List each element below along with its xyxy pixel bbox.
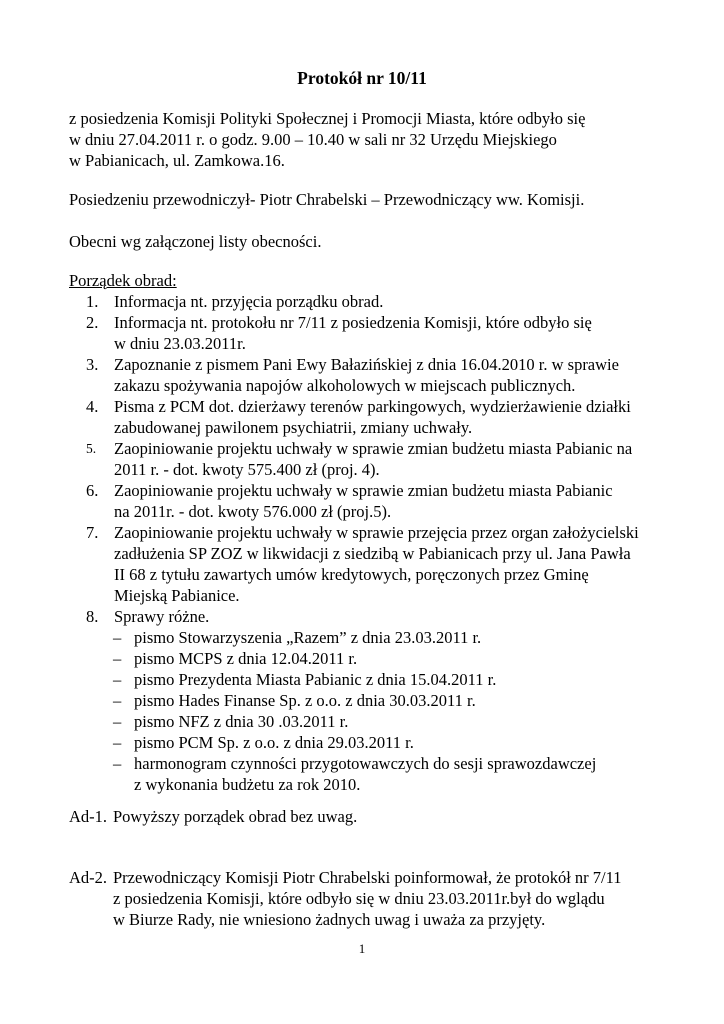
agenda-item-text: zadłużenia SP ZOZ w likwidacji z siedzibą w Pabianicach przy ul. Jana Pawła [114, 544, 631, 563]
chair-paragraph: Posiedzeniu przewodniczył- Piotr Chrabelski – Przewodniczący ww. Komisji. [69, 190, 585, 209]
agenda-item-text: Zaopiniowanie projektu uchwały w sprawie przejęcia przez organ założycielski [114, 523, 639, 542]
agenda-item-text: 2011 r. - dot. kwoty 575.400 zł (proj. 4). [114, 460, 380, 479]
agenda-item-number: 1. [86, 292, 99, 311]
agenda-item-text: zabudowanej pawilonem psychiatrii, zmiany uchwały. [114, 418, 473, 437]
intro-line: w dniu 27.04.2011 r. o godz. 9.00 – 10.40 w sali nr 32 Urzędu Miejskiego [69, 130, 557, 149]
agenda-item-number: 2. [86, 313, 99, 332]
misc-item-text: pismo PCM Sp. z o.o. z dnia 29.03.2011 r. [134, 733, 414, 752]
dash-bullet: – [113, 733, 122, 752]
misc-item-text: harmonogram czynności przygotowawczych do sesji sprawozdawczej [134, 754, 597, 773]
agenda-item [69, 396, 669, 438]
agenda-item-number: 5. [86, 441, 97, 456]
misc-item [69, 732, 669, 753]
misc-item-text: pismo MCPS z dnia 12.04.2011 r. [134, 649, 358, 668]
intro-line: w Pabianicach, ul. Zamkowa.16. [69, 151, 285, 170]
agenda-item-text: w dniu 23.03.2011r. [114, 334, 246, 353]
dash-bullet: – [113, 712, 122, 731]
ad-1-label: Ad-1. [69, 807, 108, 826]
dash-bullet: – [113, 691, 122, 710]
dash-bullet: – [113, 670, 122, 689]
agenda-item-text: Informacja nt. przyjęcia porządku obrad. [114, 292, 384, 311]
agenda-item-text: Informacja nt. protokołu nr 7/11 z posiedzenia Komisji, które odbyło się [114, 313, 592, 332]
misc-item-text: z wykonania budżetu za rok 2010. [134, 775, 361, 794]
ad-2-label: Ad-2. [69, 868, 108, 887]
ad-2-text: Przewodniczący Komisji Piotr Chrabelski poinformował, że protokół nr 7/11 [113, 868, 622, 887]
intro-line: z posiedzenia Komisji Polityki Społecznej i Promocji Miasta, które odbyło się [69, 109, 586, 128]
misc-item [69, 627, 669, 648]
agenda-item-text: zakazu spożywania napojów alkoholowych w miejscach publicznych. [114, 376, 576, 395]
ad-2-paragraph [69, 867, 669, 930]
ad-1-text: Powyższy porządek obrad bez uwag. [113, 807, 358, 826]
dash-bullet: – [113, 628, 122, 647]
agenda-item [69, 354, 669, 396]
agenda-list [69, 291, 669, 627]
agenda-item [69, 312, 669, 354]
misc-item-text: pismo Hades Finanse Sp. z o.o. z dnia 30.03.2011 r. [134, 691, 476, 710]
agenda-item-text: na 2011r. - dot. kwoty 576.000 zł (proj.5). [114, 502, 392, 521]
document-title: Protokół nr 10/11 [297, 68, 427, 88]
agenda-section [69, 270, 669, 795]
agenda-item-text: Zapoznanie z pismem Pani Ewy Bałazińskiej z dnia 16.04.2010 r. w sprawie [114, 355, 619, 374]
agenda-item-text: Pisma z PCM dot. dzierżawy terenów parkingowych, wydzierżawienie działki [114, 397, 631, 416]
agenda-item-number: 3. [86, 355, 99, 374]
intro-paragraph [69, 108, 669, 171]
agenda-item-number: 7. [86, 523, 99, 542]
agenda-item [69, 522, 669, 606]
agenda-item-text: Zaopiniowanie projektu uchwały w sprawie zmian budżetu miasta Pabianic na [114, 439, 633, 458]
agenda-item-text: Zaopiniowanie projektu uchwały w sprawie zmian budżetu miasta Pabianic [114, 481, 613, 500]
agenda-item-number: 4. [86, 397, 99, 416]
attendance-paragraph: Obecni wg załączonej listy obecności. [69, 232, 322, 251]
agenda-item-text: II 68 z tytułu zawartych umów kredytowych, poręczonych przez Gminę [114, 565, 589, 584]
agenda-item [69, 291, 669, 312]
misc-item [69, 690, 669, 711]
misc-item-text: pismo Prezydenta Miasta Pabianic z dnia 15.04.2011 r. [134, 670, 497, 689]
dash-bullet: – [113, 649, 122, 668]
agenda-item [69, 480, 669, 522]
dash-bullet: – [113, 754, 122, 773]
misc-item [69, 753, 669, 795]
ad-2-text: w Biurze Rady, nie wniesiono żadnych uwag i uważa za przyjęty. [113, 910, 546, 929]
ad-1-paragraph [69, 806, 669, 827]
misc-item [69, 711, 669, 732]
agenda-item-number: 8. [86, 607, 99, 626]
agenda-item-text: Miejską Pabianice. [114, 586, 240, 605]
misc-item-text: pismo NFZ z dnia 30 .03.2011 r. [134, 712, 349, 731]
agenda-item [69, 606, 669, 627]
misc-item [69, 669, 669, 690]
agenda-item [69, 438, 669, 480]
agenda-item-text: Sprawy różne. [114, 607, 210, 626]
misc-items-list [69, 627, 669, 795]
misc-item [69, 648, 669, 669]
misc-item-text: pismo Stowarzyszenia „Razem” z dnia 23.03.2011 r. [134, 628, 482, 647]
agenda-heading: Porządek obrad: [69, 271, 177, 290]
page-number: 1 [358, 941, 366, 956]
ad-2-text: z posiedzenia Komisji, które odbyło się w dniu 23.03.2011r.był do wglądu [113, 889, 605, 908]
agenda-item-number: 6. [86, 481, 99, 500]
